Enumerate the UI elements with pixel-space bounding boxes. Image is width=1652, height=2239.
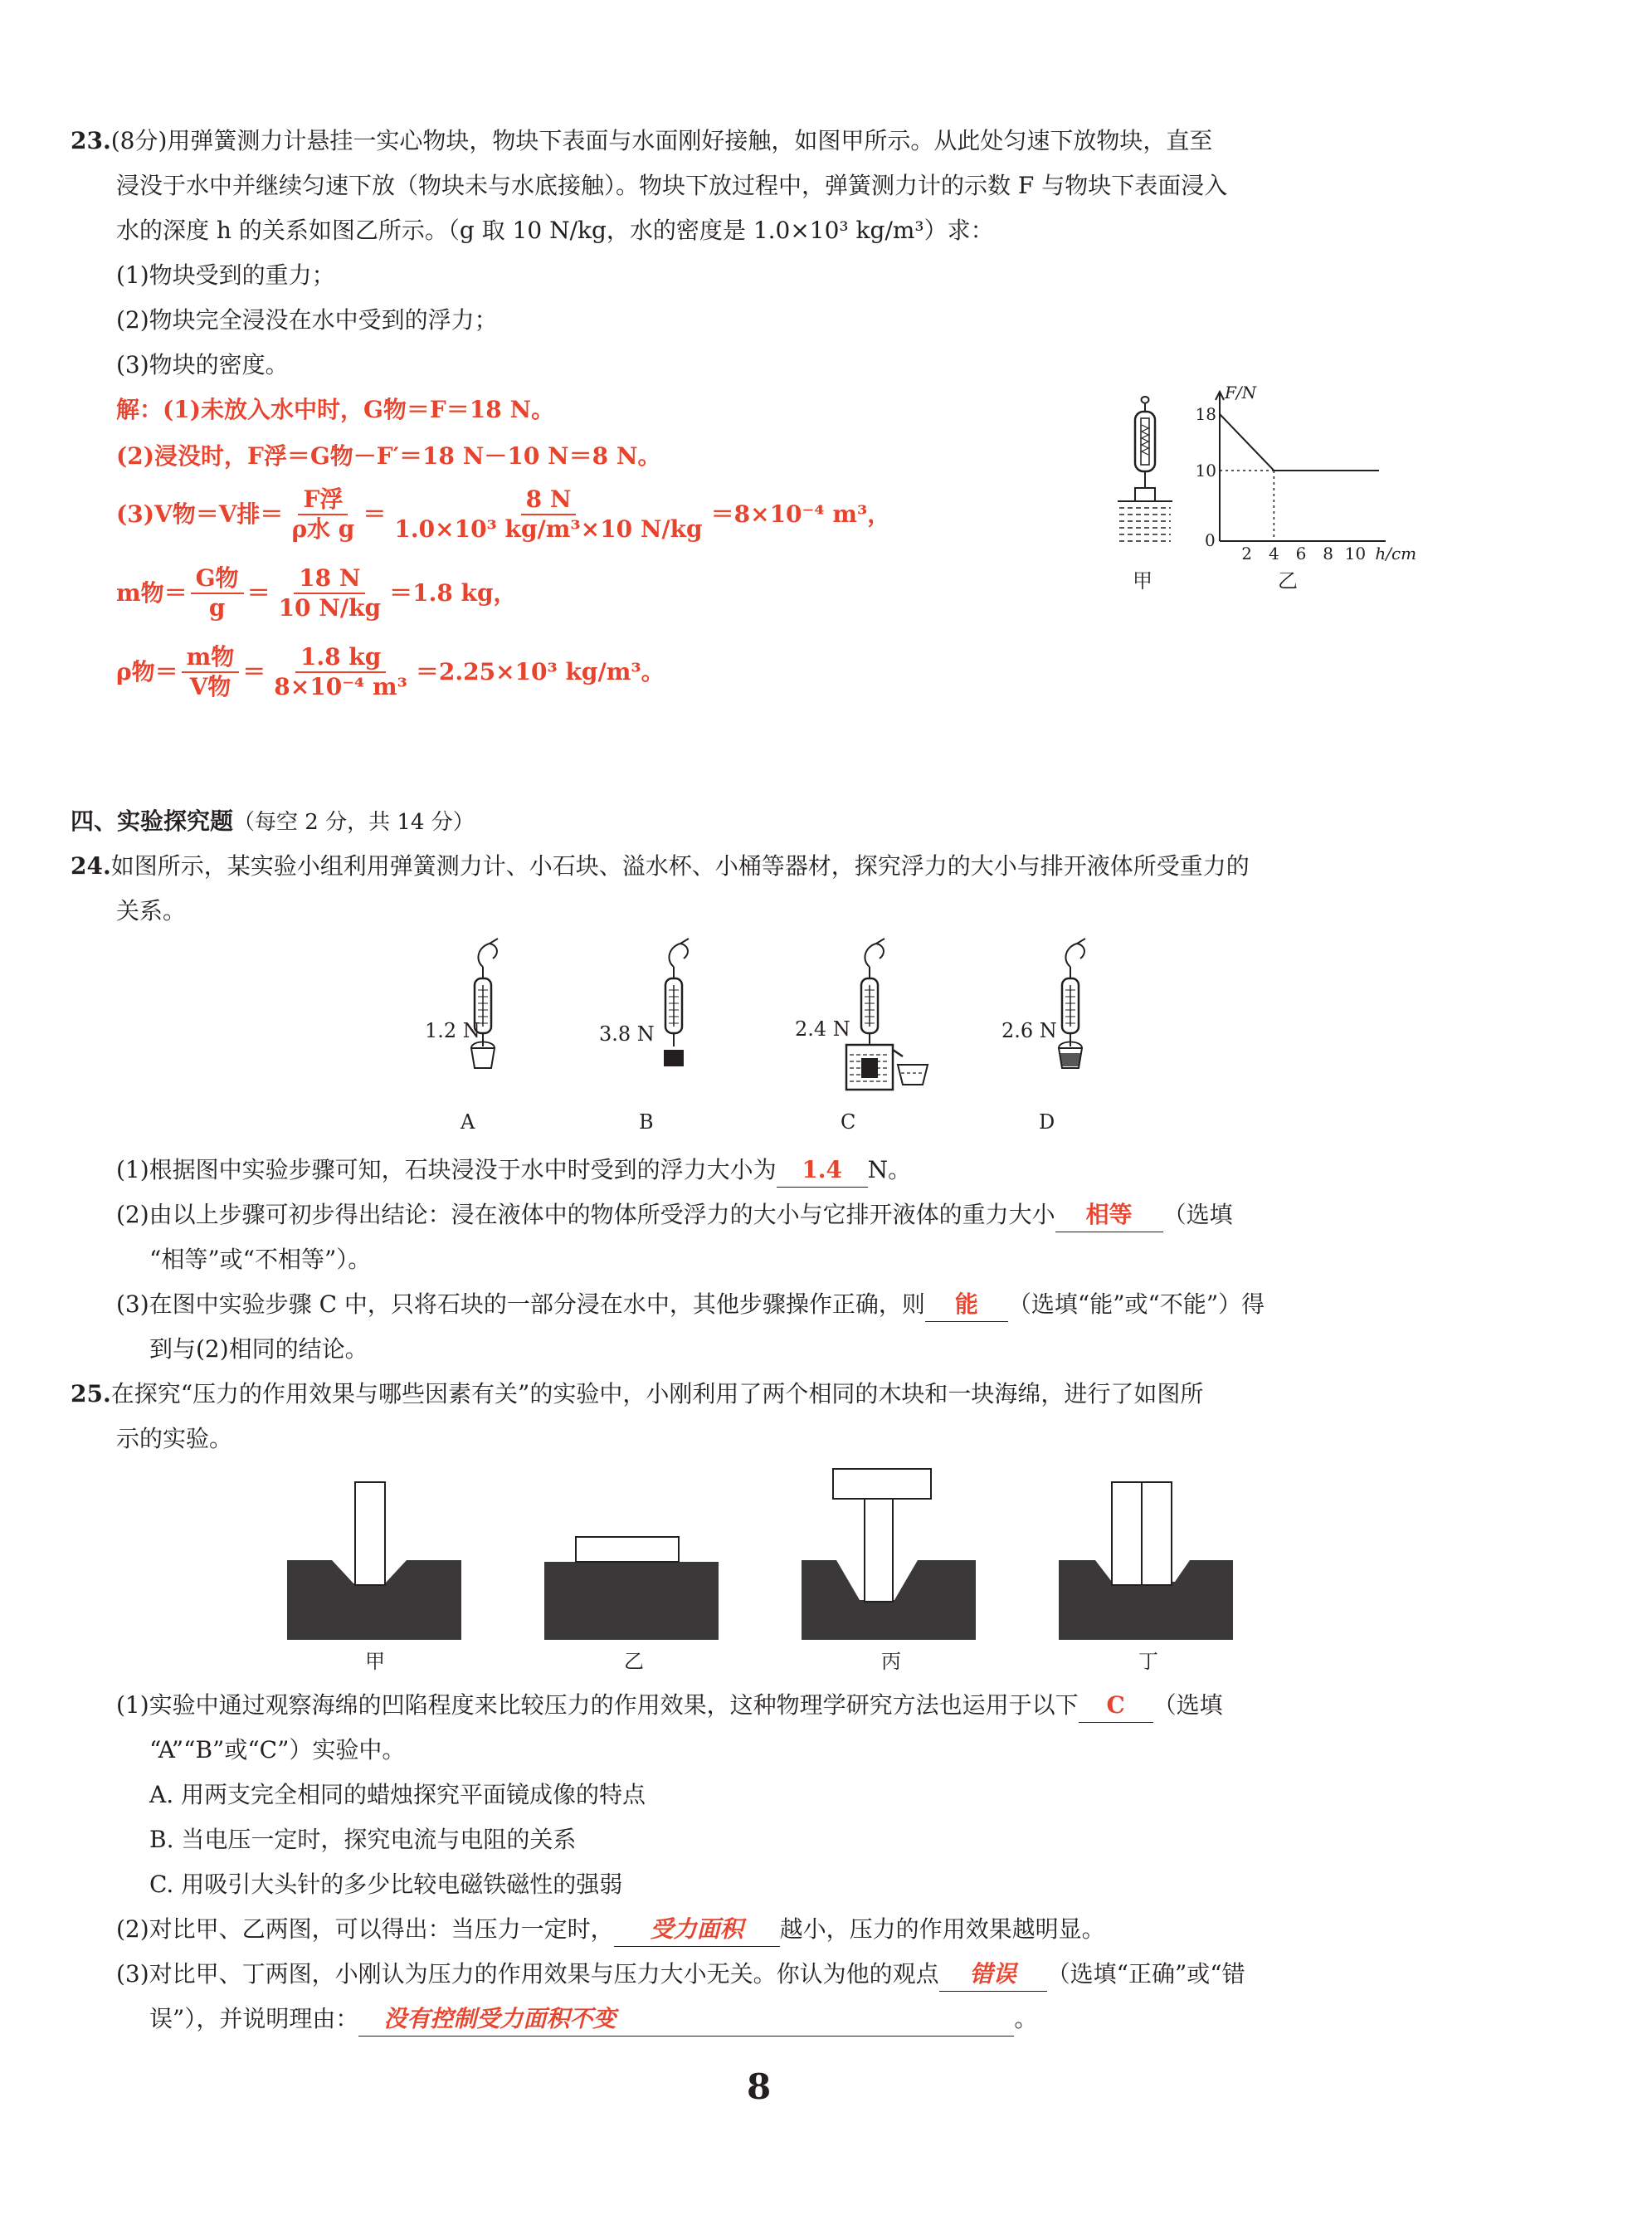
q25-line1: 25.在探究“压力的作用效果与哪些因素有关”的实验中，小刚利用了两个相同的木块和一块海绵，进行了如图所 bbox=[71, 1380, 1204, 1407]
q25-part1: (1)实验中通过观察海绵的凹陷程度来比较压力的作用效果，这种物理学研究方法也运用于以下 C （选填 bbox=[116, 1689, 1223, 1723]
q24-label-b: B bbox=[639, 1110, 654, 1134]
q24-figure bbox=[415, 942, 1211, 1141]
q25-label-yi: 乙 bbox=[624, 1650, 644, 1673]
x-tick-label: 4 bbox=[1268, 544, 1279, 563]
q24-reading-d: 2.6 N bbox=[1001, 1019, 1057, 1042]
q23-sub1: (1)物块受到的重力； bbox=[116, 261, 335, 289]
q25-option-c: C. 用吸引大头针的多少比较电磁铁磁性的强弱 bbox=[149, 1871, 623, 1898]
q25-answer-1: C bbox=[1079, 1689, 1153, 1723]
q25-setup-jia bbox=[287, 1482, 461, 1640]
y-axis-label: F/N bbox=[1225, 383, 1257, 402]
q23-solution-4: m物＝ $\frac{\text{G物}}{g}$ ＝ $\frac{18 N}{10 N/kg}$ ＝1.8 kg， bbox=[116, 564, 517, 622]
q23-number: 23. bbox=[71, 127, 111, 154]
q25-label-bing: 丙 bbox=[881, 1650, 901, 1673]
q25-line2: 示的实验。 bbox=[116, 1425, 233, 1452]
q24-part1: (1)根据图中实验步骤可知，石块浸没于水中时受到的浮力大小为 1.4 N。 bbox=[116, 1154, 911, 1188]
q24-part3: (3)在图中实验步骤 C 中，只将石块的一部分浸在水中，其他步骤操作正确，则 能 （选填“能”或“不能”）得 bbox=[116, 1288, 1265, 1322]
q23-figure-yi-label: 乙 bbox=[1278, 569, 1298, 593]
q24-label-a: A bbox=[461, 1110, 475, 1134]
q24-setup-a bbox=[471, 939, 498, 1068]
data-series-line bbox=[1220, 414, 1379, 471]
q24-reading-b: 3.8 N bbox=[599, 1022, 655, 1046]
q25-figure bbox=[282, 1469, 1261, 1651]
q23-line3: 水的深度 h 的关系如图乙所示。（g 取 10 N/kg，水的密度是 1.0×10³ kg/m³）求： bbox=[116, 217, 994, 244]
q24-part3-cont: 到与(2)相同的结论。 bbox=[149, 1335, 368, 1363]
q23-solution-2: (2)浸没时，F浮＝G物－F′＝18 N－10 N＝8 N。 bbox=[116, 442, 661, 470]
q23-solution-5: ρ物＝ $\frac{\text{m物}}{\text{V物}}$ ＝ $\frac{1.8 kg}{\text{8×10⁻⁴ m³}}$ ＝2.25×10³ kg/m³。 bbox=[116, 643, 665, 700]
section4-heading: 四、实验探究题（每空 2 分，共 14 分） bbox=[71, 807, 475, 835]
q25-option-a: A. 用两支完全相同的蜡烛探究平面镜成像的特点 bbox=[149, 1781, 646, 1808]
q25-answer-4: 没有控制受力面积不变 bbox=[358, 2002, 1014, 2037]
q25-setup-ding bbox=[1059, 1482, 1233, 1640]
y-tick-label: 18 bbox=[1195, 404, 1216, 424]
q23-figure-jia-label: 甲 bbox=[1133, 569, 1153, 593]
x-axis-label: h/cm bbox=[1375, 544, 1417, 563]
q23-solution-3: (3)V物＝V排＝ $\frac{\text{F浮}}{\text{ρ水 g}}$ ＝ $\frac{8 N}{\text{1.0×10³ kg/m³×10 N/kg}}$ ＝8×10⁻⁴ m³， bbox=[116, 485, 891, 543]
q25-part3-cont: 误”），并说明理由： 没有控制受力面积不变 。 bbox=[149, 2002, 1037, 2037]
q24-reading-c: 2.4 N bbox=[795, 1017, 850, 1041]
q24-label-c: C bbox=[841, 1110, 856, 1134]
q24-reading-a: 1.2 N bbox=[425, 1019, 480, 1042]
q25-part3: (3)对比甲、丁两图，小刚认为压力的作用效果与压力大小无关。你认为他的观点 错误 （选填“正确”或“错 bbox=[116, 1958, 1245, 1992]
q24-answer-2: 相等 bbox=[1055, 1198, 1163, 1232]
q24-line2: 关系。 bbox=[116, 897, 187, 924]
q24-label-d: D bbox=[1039, 1110, 1055, 1134]
q24-part2: (2)由以上步骤可初步得出结论：浸在液体中的物体所受浮力的大小与它排开液体的重力大小 相等 （选填 bbox=[116, 1198, 1233, 1232]
origin-label: 0 bbox=[1205, 530, 1216, 550]
q24-part2-cont: “相等”或“不相等”）。 bbox=[149, 1246, 372, 1273]
x-tick-label: 2 bbox=[1241, 544, 1253, 563]
q24-line1: 24.如图所示，某实验小组利用弹簧测力计、小石块、溢水杯、小桶等器材，探究浮力的大小与排开液体所受重力的 bbox=[71, 852, 1250, 880]
q23-sub3: (3)物块的密度。 bbox=[116, 351, 289, 378]
q24-setup-d bbox=[1059, 939, 1085, 1068]
q25-setup-yi bbox=[544, 1537, 719, 1640]
y-tick-label: 10 bbox=[1195, 461, 1216, 480]
q24-answer-3: 能 bbox=[925, 1288, 1008, 1322]
x-tick-label: 8 bbox=[1323, 544, 1334, 563]
q24-setup-c bbox=[846, 939, 928, 1090]
q24-setup-b bbox=[664, 939, 689, 1066]
x-tick-label: 10 bbox=[1344, 544, 1367, 563]
page-number: 8 bbox=[747, 2066, 772, 2107]
q23-line2: 浸没于水中并继续匀速下放（物块未与水底接触）。物块下放过程中，弹簧测力计的示数 F 与物块下表面浸入 bbox=[116, 172, 1228, 199]
q25-option-b: B. 当电压一定时，探究电流与电阻的关系 bbox=[149, 1826, 577, 1853]
q23-sub2: (2)物块完全浸没在水中受到的浮力； bbox=[116, 306, 498, 334]
q23-solution-1: 解：(1)未放入水中时，G物＝F＝18 N。 bbox=[116, 396, 555, 423]
q25-label-ding: 丁 bbox=[1138, 1650, 1158, 1673]
x-tick-label: 6 bbox=[1295, 544, 1307, 563]
q25-answer-3: 错误 bbox=[939, 1958, 1047, 1992]
q23-line1: 23.(8分)用弹簧测力计悬挂一实心物块，物块下表面与水面刚好接触，如图甲所示。从此处匀速下放物块，直至 bbox=[71, 127, 1213, 154]
q25-answer-2: 受力面积 bbox=[614, 1913, 780, 1947]
q25-part1-cont: “A”“B”或“C”）实验中。 bbox=[149, 1736, 406, 1763]
q25-setup-bing bbox=[802, 1469, 976, 1640]
q25-label-jia: 甲 bbox=[365, 1650, 385, 1673]
q24-answer-1: 1.4 bbox=[777, 1154, 868, 1188]
q25-part2: (2)对比甲、乙两图，可以得出：当压力一定时， 受力面积 越小，压力的作用效果越明显。 bbox=[116, 1913, 1105, 1947]
q23-chart-yi bbox=[1195, 383, 1417, 589]
